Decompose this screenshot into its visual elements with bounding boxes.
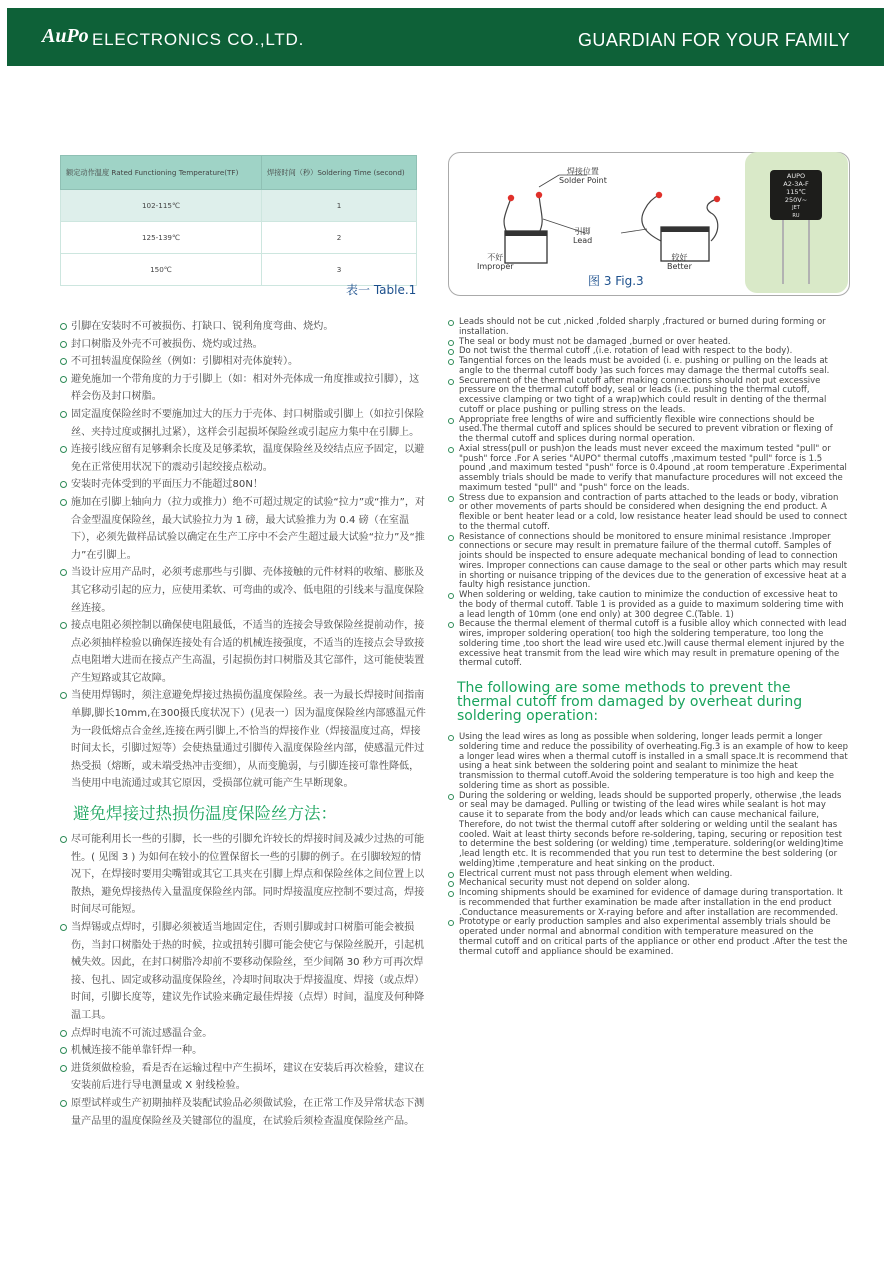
- cn-section-title: 避免焊接过热损伤温度保险丝方法：: [73, 804, 337, 824]
- list-item: Leads should not be cut ,nicked ,folded sharply ,fractured or burned during forming or installation.: [447, 318, 849, 338]
- lead-label: [573, 227, 592, 245]
- improper-lead-right: [539, 195, 542, 233]
- better-solder-point-left: [656, 192, 662, 198]
- list-item: The seal or body must not be damaged ,burned or over heated.: [447, 338, 849, 348]
- table-cell-time: 3: [262, 254, 417, 286]
- table-cell-time: 1: [262, 190, 417, 222]
- list-item: 原型试样或生产初期抽样及装配试验品必须做试验，在正常工作及异常状态下测量产品里的温度保险丝及关键部位的温度，在试验后须检查温度保险丝产品。: [59, 1095, 429, 1130]
- table-cell-temp: 102-115℃: [61, 190, 262, 222]
- soldering-time-table: [60, 155, 417, 286]
- better-solder-point-right: [714, 196, 720, 202]
- table-cell-temp: 150℃: [61, 254, 262, 286]
- figure-caption: 图 3 Fig.3: [588, 274, 644, 288]
- list-item: 避免施加一个带角度的力于引脚上（如：相对外壳体成一角度推或拉引脚），这样会伤及封口树脂。: [59, 371, 429, 406]
- improper-label: [477, 253, 514, 271]
- list-item: 点焊时电流不可流过感温合金。: [59, 1025, 429, 1043]
- list-item: Do not twist the thermal cutoff ,(i.e. rotation of lead with respect to the body).: [447, 347, 849, 357]
- solder-point-cn: 焊接位置: [566, 167, 599, 176]
- list-item: 封口树脂及外壳不可被损伤、烧灼或过热。: [59, 336, 429, 354]
- slogan: GUARDIAN FOR YOUR FAMILY: [578, 30, 850, 50]
- better-label: [667, 253, 692, 271]
- list-item: Stress due to expansion and contraction of parts attached to the leads or body, vibration or other movements of parts should be considered when designing the end product. A flexible or bent heater lead or a cold, low resistance heater lead should be used to connect to the thermal cutoff.: [447, 494, 849, 533]
- better-cn: 较好: [671, 253, 688, 262]
- list-item: 机械连接不能单靠钎焊一种。: [59, 1042, 429, 1060]
- list-item: 引脚在安装时不可被损伤、打缺口、锐利角度弯曲、烧灼。: [59, 318, 429, 336]
- list-item: Securement of the thermal cutoff after making connections should not put excessive pressure on the thermal cutoff body, seal or leads (i.e. pushing the thermal cutoff, excessive clamping or two tight of a wrap)which could result in denting of the thermal cutoff or place pushing or pulling stress on the leads.: [447, 377, 849, 416]
- list-item: 连接引线应留有足够剩余长度及足够柔软，温度保险丝及绞结点应予固定，以避免在正常使用状况下的震动引起绞接点松动。: [59, 441, 429, 476]
- cn-methods-list: [59, 831, 429, 1130]
- list-item: 固定温度保险丝时不要施加过大的压力于壳体、封口树脂或引脚上（如拉引保险丝、夹持过度或捆扎过紧），这样会引起损坏保险丝或引起应力集中在引脚上。: [59, 406, 429, 441]
- list-item: 当焊锡或点焊时，引脚必须被适当地固定住，否则引脚或封口树脂可能会被损伤，当封口树脂处于热的时候，拉或扭转引脚可能会使它与保险丝脱开，引起机械失效。因此，在封口树脂冷却前不要移动保险丝，至少间隔 30 秒方可再次焊接、包扎、固定或移动温度保险丝，冷却时间取决于焊接温度、焊接（或点焊）时间，引脚长度等，建议先作试验来确定最佳焊接（点焊）时间，温度及何种降温工具。: [59, 919, 429, 1025]
- lead-cn: 引脚: [574, 227, 591, 236]
- table-cell-temp: 125-139℃: [61, 222, 262, 254]
- list-item: Using the lead wires as long as possible when soldering, longer leads permit a longer soldering time and reduce the possibility of overheating.Fig.3 is an example of how to keep a longer lead wires when a thermal cutoff is installed in a small space.It is recommend that using a heat sink between the soldering point and sealant to minimize the heat transmission to thermal cutoff.Avoid the soldering temperature is too high and keep the soldering time as short as possible.: [447, 733, 849, 792]
- chinese-column: [59, 318, 429, 1130]
- device-model: A2-3A-F: [783, 180, 809, 188]
- list-item: 尽可能利用长一些的引脚，长一些的引脚允许较长的焊接时间及减少过热的可能性。( 见图 3 ) 为如何在较小的位置保留长一些的引脚的例子。在引脚较短的情况下，在焊接时要用尖嘴钳或其它工具夹在引脚上焊点和保险丝体之间位置上以散热，避免焊接热传入量温度保险丝内部。同时焊接温度应控制不要过高，焊接时间尽可能短。: [59, 831, 429, 919]
- list-item: Incoming shipments should be examined for evidence of damage during transportation. It is recommended that further examination be made after installation in the end product .Conductance measurements or X-raying before and after installation are recommended.: [447, 889, 849, 918]
- table-caption: 表一 Table.1: [346, 283, 417, 297]
- thermal-cutoff-body: [770, 170, 822, 220]
- table-header-time: 焊接时间（秒）Soldering Time (second): [262, 156, 417, 190]
- list-item: Electrical current must not pass through element when welding.: [447, 870, 849, 880]
- improper-cn: 不好: [487, 253, 504, 262]
- list-item: Axial stress(pull or push)on the leads must never exceed the maximum tested "pull" or "push" force .For A series "AUPO" thermal cutoffs ,maximum tested "pull" force is 1.5 pound ,and maximum tested "push" force is 0.4pound ,at room temperature .Experimental assembly trials should be made to verify that manufacture procedures will not exceed the maximum tested "pull" and "push" force on the leads.: [447, 445, 849, 494]
- list-item: Tangential forces on the leads must be avoided (i. e. pushing or pulling on the leads at angle to the thermal cutoff body )as such forces may damage the thermal cutoffs seal.: [447, 357, 849, 377]
- improper-solder-point-left: [508, 195, 514, 201]
- list-item: Appropriate free lengths of wire and sufficiently flexible wire connections should be used.The thermal cutoff and splices should be secured to prevent vibration or flexing of the thermal cutoff and splices during normal operation.: [447, 416, 849, 445]
- list-item: Prototype or early production samples and also experimental assembly trials should be operated under normal and abnormal condition with temperature measured on the thermal cutoff and on critical parts of the appliance or other end product .After the test the thermal cutoff and appliance should be examined.: [447, 918, 849, 957]
- table-cell-time: 2: [262, 222, 417, 254]
- list-item: Resistance of connections should be monitored to ensure minimal resistance .Improper connections or secure may result in premature failure of the thermal cutoff. Samples of joints should be inspected to ensure adequate mechanical bonding of lead to connection wires. Improper connections can cause damage to the seal or other parts which may result in shorting or nuisance tripping of the devices due to the generation of excessive heat at a faulty high resistance junction.: [447, 533, 849, 592]
- list-item: 施加在引脚上轴向力（拉力或推力）绝不可超过规定的试验“拉力”或“推力”，对合金型温度保险丝，最大试验拉力为 1 磅，最大试验推力为 0.4 磅（在室温下），必须先做样品试验以确定在生产工序中不会产生超过最大试验“拉力”及“推力”在引脚上。: [59, 494, 429, 564]
- list-item: During the soldering or welding, leads should be supported properly, otherwise ,the leads or seal may be damaged. Pulling or twisting of the lead wires while sealant is hot may cause it to separate from the body and/or leads which can cause mechanical failure, Therefore, do not twist the thermal cutoff after soldering or welding until the sealant has cooled. Wait at least thirty seconds before re-soldering, taping, securing or reposition test to determine the best soldering (or welding) time ,temperature. soldering(or welding)time ,lead length etc. It is recommended that you run test to determine the best soldering (or welding)time ,temperature and heat sinking on the product.: [447, 792, 849, 870]
- list-item: 安装时壳体受到的平面压力不能超过80N！: [59, 476, 429, 494]
- device-brand: AUPO: [786, 172, 806, 180]
- table-row: [61, 190, 417, 222]
- list-item: When soldering or welding, take caution to minimize the conduction of excessive heat to the body of thermal cutoff. Table 1 is provided as a guide to maximum soldering time with a lead length of 10mm (one end only) at 300 degree C.(Table. 1): [447, 591, 849, 620]
- table-header-temperature: 额定动作温度 Rated Functioning Temperature(TF): [61, 156, 262, 190]
- cn-list: [59, 318, 429, 793]
- device-temp: 115℃: [786, 188, 806, 196]
- device-lead-left: [782, 220, 784, 284]
- device-ul-mark: RU: [792, 213, 800, 219]
- solder-point-label: [559, 167, 607, 185]
- improper-en: Improper: [477, 262, 514, 271]
- device-voltage: 250V~: [784, 196, 808, 204]
- thermal-cutoff-photo: [745, 152, 848, 293]
- better-lead-left: [642, 195, 661, 241]
- list-item: Mechanical security must not depend on solder along.: [447, 879, 849, 889]
- company-logo: AuPo: [42, 25, 89, 47]
- better-en: Better: [667, 262, 692, 271]
- list-item: 当设计应用产品时，必须考虑那些与引脚、壳体接触的元件材料的收缩、膨胀及其它移动引起的应力，应使用柔软、可弯曲的或冷、低电阻的引线来与温度保险丝连接。: [59, 564, 429, 617]
- list-item: 接点电阻必须控制以确保使电阻最低，不适当的连接会导致保险丝提前动作，接点必须抽样检验以确保连接处有合适的机械连接强度，不适当的连接点会导致接点电阻增大进而在接点产生高温，引起损伤封口树脂及其它部件，这可能使装置产生短路或其它故障。: [59, 617, 429, 687]
- improper-solder-point-right: [536, 192, 542, 198]
- en-section-title: The following are some methods to prevent the thermal cutoff from damaged by overheat during soldering operation:: [457, 680, 803, 724]
- en-methods-list: [447, 733, 849, 957]
- device-cert-mark: JET: [792, 205, 800, 211]
- list-item: 不可扭转温度保险丝（例如：引脚相对壳体旋转）。: [59, 353, 429, 371]
- device-lead-right: [808, 220, 810, 284]
- company-name: ELECTRONICS CO.,LTD.: [92, 30, 305, 49]
- header-bar: [7, 8, 884, 66]
- list-item: 当使用焊锡时，须注意避免焊接过热损伤温度保险丝。表一为最长焊接时间指南 单脚,脚长10mm,在300摄氏度状况下）(见表一）因为温度保险丝内部感温元件为一段低熔点合金丝,连接在两引脚上,不恰当的焊接作业（焊接温度过高，焊接时间太长，引脚过短等）会使热量通过引脚传入温度保险丝内部，使感温元件过热受损（熔断，或未端受热冲击变细），从而变脆弱，与引脚连接可靠性降低，当使用中电流通过或其它原因，受损部位就可能产生早断现象。: [59, 687, 429, 793]
- list-item: Because the thermal element of thermal cutoff is a fusible alloy which connected with lead wires, improper soldering operation( too high the soldering temperature, too long the soldering time ,too short the lead wire used etc.)will cause thermal element injured by the excessive heat transmit from the lead wire which may result in premature opening of the thermal cutoff.: [447, 620, 849, 669]
- list-item: 进货须做检验，看是否在运输过程中产生损坏，建议在安装后再次检验，建议在安装前后进行导电测量或 X 射线检验。: [59, 1060, 429, 1095]
- solder-point-en: Solder Point: [559, 176, 607, 185]
- improper-lead-left: [504, 198, 511, 233]
- lead-en: Lead: [573, 236, 593, 245]
- en-list: [447, 318, 849, 669]
- table-row: [61, 222, 417, 254]
- english-column: [447, 318, 849, 957]
